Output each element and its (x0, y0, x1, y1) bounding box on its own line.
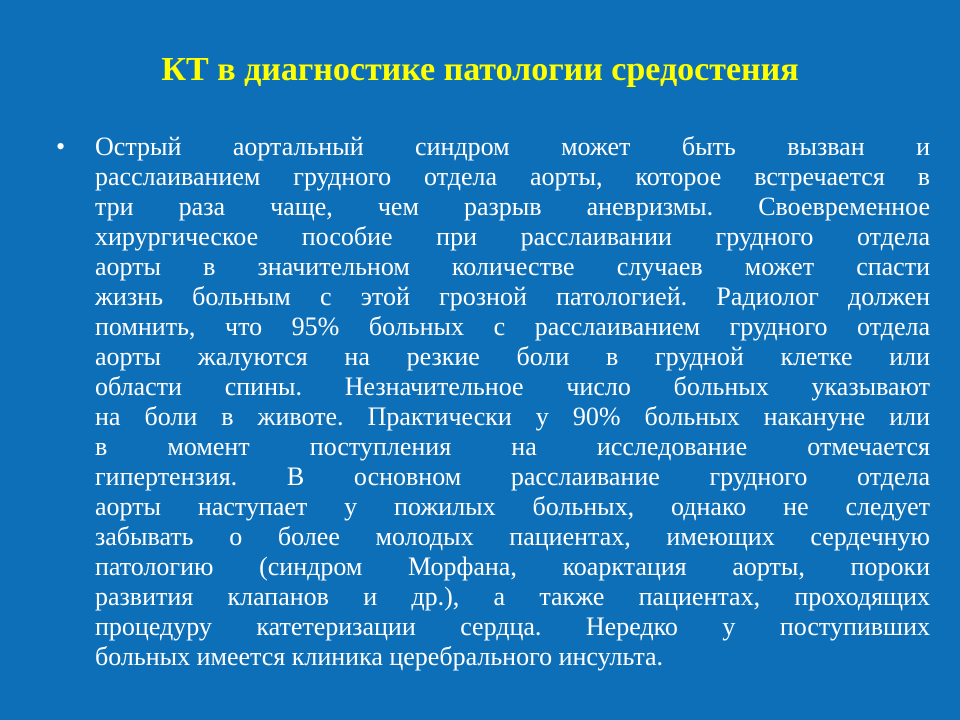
bullet-paragraph (95, 132, 930, 672)
paragraph-line: три раза чаще, чем разрыв аневризмы. Своевременное (95, 192, 930, 221)
paragraph-line: в момент поступления на исследование отмечается (95, 432, 930, 461)
paragraph-line: на боли в животе. Практически у 90% больных накануне или (95, 402, 930, 431)
paragraph-line: хирургическое пособие при расслаивании грудного отдела (95, 222, 930, 251)
paragraph-line: жизнь больным с этой грозной патологией. Радиолог должен (95, 282, 930, 311)
paragraph-line: аорты в значительном количестве случаев может спасти (95, 252, 930, 281)
paragraph-line: аорты жалуются на резкие боли в грудной клетке или (95, 342, 930, 371)
paragraph-line: больных имеется клиника церебрального инсульта. (95, 642, 664, 671)
paragraph-line: помнить, что 95% больных с расслаиванием грудного отдела (95, 312, 930, 341)
paragraph-line: процедуру катетеризации сердца. Нередко у поступивших (95, 612, 930, 641)
paragraph-line: патологию (синдром Морфана, коарктация аорты, пороки (95, 552, 930, 581)
bullet-dot-icon: • (56, 132, 66, 161)
paragraph-line: Острый аортальный синдром может быть вызван и (95, 132, 930, 161)
paragraph-line: забывать о более молодых пациентах, имеющих сердечную (95, 522, 930, 551)
paragraph-line: развития клапанов и др.), а также пациентах, проходящих (95, 582, 930, 611)
paragraph-line: области спины. Незначительное число больных указывают (95, 372, 930, 401)
paragraph-line: расслаиванием грудного отдела аорты, которое встречается в (95, 162, 930, 191)
paragraph-line: аорты наступает у пожилых больных, однако не следует (95, 492, 930, 521)
paragraph-line: гипертензия. В основном расслаивание грудного отдела (95, 462, 930, 491)
slide-title: КТ в диагностике патологии средостения (161, 51, 799, 88)
